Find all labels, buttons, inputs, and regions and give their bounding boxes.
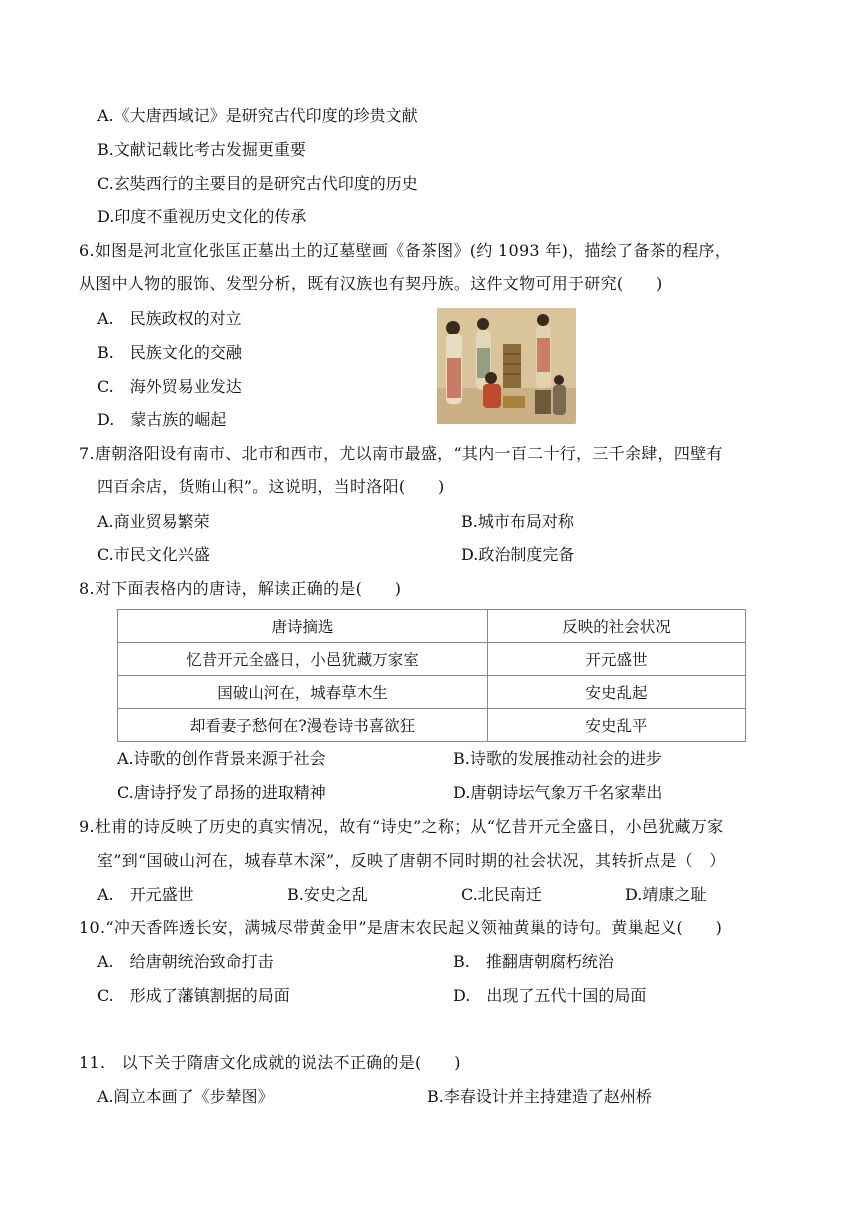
q7-option-c: C.市民文化兴盛 [97, 545, 210, 564]
q9-stem-line2: 室”到“国破山河在，城春草木深”，反映了唐朝不同时期的社会状况，其转折点是（ ） [97, 851, 726, 870]
q6-option-b: B. 民族文化的交融 [97, 343, 242, 362]
q7-stem-line1: 7.唐朝洛阳设有南市、北市和西市，尤以南市最盛，“其内一百二十行，三千余肆，四壁有 [79, 444, 723, 463]
table-row [118, 676, 746, 709]
q5-option-d: D.印度不重视历史文化的传承 [97, 207, 307, 226]
q11-option-a: A.阎立本画了《步辇图》 [97, 1087, 274, 1106]
q10-stem: 10.“冲天香阵透长安，满城尽带黄金甲”是唐末农民起义领袖黄巢的诗句。黄巢起义( ) [79, 918, 723, 937]
table-header-row [118, 610, 746, 643]
q8-stem: 8.对下面表格内的唐诗，解读正确的是( ) [79, 579, 402, 598]
table-row [118, 643, 746, 676]
q7-stem-line2: 四百余店，货贿山积”。这说明，当时洛阳( ) [97, 477, 445, 496]
poem-table [117, 609, 746, 742]
q7-option-a: A.商业贸易繁荣 [97, 512, 210, 531]
q8-option-a: A.诗歌的创作背景来源于社会 [117, 749, 326, 768]
q8-option-c: C.唐诗抒发了昂扬的进取精神 [117, 783, 326, 802]
q9-stem-line1: 9.杜甫的诗反映了历史的真实情况，故有“诗史”之称；从“忆昔开元全盛日，小邑犹藏万家 [79, 817, 724, 836]
q7-option-b: B.城市布局对称 [461, 512, 574, 531]
q6-option-c: C. 海外贸易业发达 [97, 377, 242, 396]
q9-option-c: C.北民南迁 [461, 885, 542, 904]
q10-option-c: C. 形成了藩镇割据的局面 [97, 986, 290, 1005]
table-cell-situation: 安史乱平 [488, 709, 746, 742]
q11-option-b: B.李春设计并主持建造了赵州桥 [427, 1087, 652, 1106]
q6-option-d: D. 蒙古族的崛起 [97, 410, 227, 429]
q8-option-d: D.唐朝诗坛气象万千名家辈出 [453, 783, 663, 802]
q9-option-d: D.靖康之耻 [625, 885, 707, 904]
q11-stem: 11. 以下关于隋唐文化成就的说法不正确的是( ) [79, 1053, 461, 1072]
q7-option-d: D.政治制度完备 [461, 545, 575, 564]
table-cell-poem: 国破山河在，城春草木生 [118, 676, 488, 709]
q5-option-b: B.文献记载比考古发掘更重要 [97, 140, 306, 159]
table-cell-poem: 忆昔开元全盛日，小邑犹藏万家室 [118, 643, 488, 676]
table-header-situation: 反映的社会状况 [488, 610, 746, 643]
q10-option-d: D. 出现了五代十国的局面 [453, 986, 647, 1005]
q5-option-a: A.《大唐西域记》是研究古代印度的珍贵文献 [97, 106, 418, 125]
q10-option-a: A. 给唐朝统治致命打击 [97, 952, 274, 971]
tea-preparation-mural-image [437, 308, 576, 424]
q6-stem-line1: 6.如图是河北宣化张匡正墓出土的辽墓壁画《备茶图》(约 1093 年)，描绘了备茶的程序， [79, 241, 732, 260]
table-row [118, 709, 746, 742]
table-cell-situation: 开元盛世 [488, 643, 746, 676]
q8-option-b: B.诗歌的发展推动社会的进步 [453, 749, 662, 768]
q9-option-b: B.安史之乱 [287, 885, 368, 904]
q6-option-a: A. 民族政权的对立 [97, 309, 242, 328]
q9-option-a: A. 开元盛世 [97, 885, 194, 904]
table-header-poem: 唐诗摘选 [118, 610, 488, 643]
q5-option-c: C.玄奘西行的主要目的是研究古代印度的历史 [97, 174, 418, 193]
q6-stem-line2: 从图中人物的服饰、发型分析，既有汉族也有契丹族。这件文物可用于研究( ) [79, 274, 663, 293]
q10-option-b: B. 推翻唐朝腐朽统治 [453, 952, 614, 971]
table-cell-poem: 却看妻子愁何在?漫卷诗书喜欲狂 [118, 709, 488, 742]
table-cell-situation: 安史乱起 [488, 676, 746, 709]
